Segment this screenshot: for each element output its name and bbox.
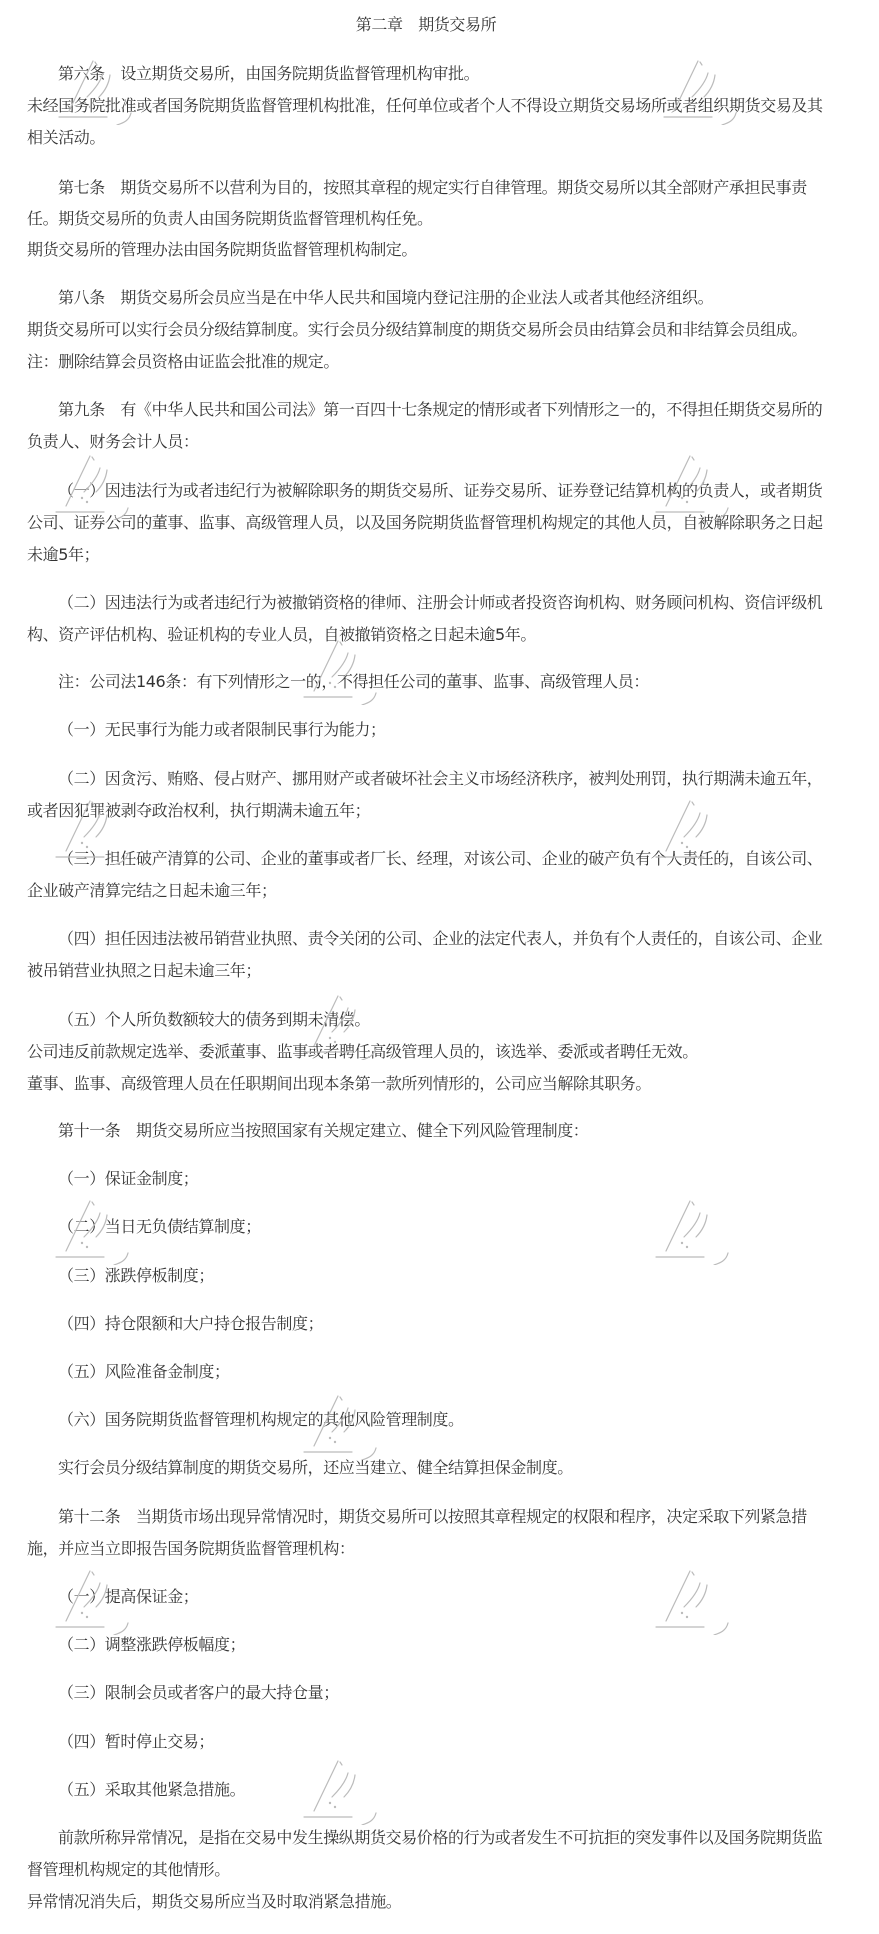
text-line: 企业破产清算完结之日起未逾三年； (27, 881, 277, 900)
text-line: （五）个人所负数额较大的债务到期未清偿。 (58, 1010, 371, 1029)
text-line: 任。期货交易所的负责人由国务院期货监督管理机构任免。 (27, 209, 433, 228)
text-line: 前款所称异常情况，是指在交易中发生操纵期货交易价格的行为或者发生不可抗拒的突发事件以及国务院期货监 (58, 1828, 823, 1847)
text-line: （二）因贪污、贿赂、侵占财产、挪用财产或者破坏社会主义市场经济秩序，被判处刑罚，执行期满未逾五年， (58, 769, 823, 788)
watermark-icon (652, 1195, 742, 1265)
text-line: 被吊销营业执照之日起未逾三年； (27, 961, 262, 980)
text-line: 期货交易所的管理办法由国务院期货监督管理机构制定。 (27, 240, 418, 259)
text-line: （五）采取其他紧急措施。 (58, 1780, 246, 1799)
text-line: 第十一条 期货交易所应当按照国家有关规定建立、健全下列风险管理制度： (58, 1121, 589, 1140)
text-line: （四）暂时停止交易； (58, 1732, 215, 1751)
text-line: 第八条 期货交易所会员应当是在中华人民共和国境内登记注册的企业法人或者其他经济组织。 (58, 288, 714, 307)
text-line: 公司违反前款规定选举、委派董事、监事或者聘任高级管理人员的，该选举、委派或者聘任无效。 (27, 1042, 698, 1061)
text-line: （二）当日无负债结算制度； (58, 1217, 261, 1236)
text-line: 注：删除结算会员资格由证监会批准的规定。 (27, 352, 340, 371)
text-line: （一）保证金制度； (58, 1169, 199, 1188)
text-line: 负责人、财务会计人员： (27, 432, 199, 451)
text-line: 第七条 期货交易所不以营利为目的，按照其章程的规定实行自律管理。期货交易所以其全部财产承担民事责 (58, 178, 807, 197)
watermark-icon (300, 1755, 390, 1825)
text-line: （一）因违法行为或者违纪行为被解除职务的期货交易所、证券交易所、证券登记结算机构的负责人，或者期货 (58, 481, 823, 500)
text-line: 第六条 设立期货交易所，由国务院期货监督管理机构审批。 (58, 64, 480, 83)
text-line: （四）担任因违法被吊销营业执照、责令关闭的公司、企业的法定代表人，并负有个人责任的，自该公司、企业 (58, 929, 823, 948)
text-line: 督管理机构规定的其他情形。 (27, 1860, 230, 1879)
text-line: （六）国务院期货监督管理机构规定的其他风险管理制度。 (58, 1410, 464, 1429)
text-line: 未逾5年； (27, 545, 100, 564)
watermark-icon (652, 1565, 742, 1635)
text-line: 第九条 有《中华人民共和国公司法》第一百四十七条规定的情形或者下列情形之一的，不得担任期货交易所的 (58, 400, 823, 419)
text-line: （三）涨跌停板制度； (58, 1266, 215, 1285)
watermark-icon (300, 635, 390, 705)
text-line: 未经国务院批准或者国务院期货监督管理机构批准，任何单位或者个人不得设立期货交易场所或者组织期货交易及其 (27, 96, 823, 115)
text-line: 相关活动。 (27, 128, 106, 147)
text-line: （四）持仓限额和大户持仓报告制度； (58, 1314, 324, 1333)
text-line: 施，并应当立即报告国务院期货监督管理机构： (27, 1539, 355, 1558)
text-line: 期货交易所可以实行会员分级结算制度。实行会员分级结算制度的期货交易所会员由结算会员和非结算会员组成。 (27, 320, 808, 339)
text-line: （二）因违法行为或者违纪行为被撤销资格的律师、注册会计师或者投资咨询机构、财务顾问机构、资信评级机 (58, 593, 823, 612)
text-line: 实行会员分级结算制度的期货交易所，还应当建立、健全结算担保金制度。 (58, 1458, 573, 1477)
text-line: （一）无民事行为能力或者限制民事行为能力； (58, 720, 386, 739)
text-line: 第十二条 当期货市场出现异常情况时，期货交易所可以按照其章程规定的权限和程序，决定采取下列紧急措 (58, 1507, 807, 1526)
text-line: 构、资产评估机构、验证机构的专业人员，自被撤销资格之日起未逾5年。 (27, 625, 536, 644)
text-line: （三）限制会员或者客户的最大持仓量； (58, 1683, 339, 1702)
text-line: （二）调整涨跌停板幅度； (58, 1635, 246, 1654)
text-line: （一）提高保证金； (58, 1587, 199, 1606)
text-line: 或者因犯罪被剥夺政治权利，执行期满未逾五年； (27, 801, 371, 820)
text-line: 公司、证券公司的董事、监事、高级管理人员，以及国务院期货监督管理机构规定的其他人员，自被解除职务之日起 (27, 513, 823, 532)
text-line: （五）风险准备金制度； (58, 1362, 230, 1381)
text-line: 董事、监事、高级管理人员在任职期间出现本条第一款所列情形的，公司应当解除其职务。 (27, 1074, 652, 1093)
text-line: （三）担任破产清算的公司、企业的董事或者厂长、经理，对该公司、企业的破产负有个人责任的，自该公司、 (58, 849, 823, 868)
chapter-title: 第二章 期货交易所 (355, 15, 497, 34)
text-line: 异常情况消失后，期货交易所应当及时取消紧急措施。 (27, 1892, 402, 1911)
text-line: 注：公司法146条：有下列情形之一的，不得担任公司的董事、监事、高级管理人员： (58, 672, 649, 691)
